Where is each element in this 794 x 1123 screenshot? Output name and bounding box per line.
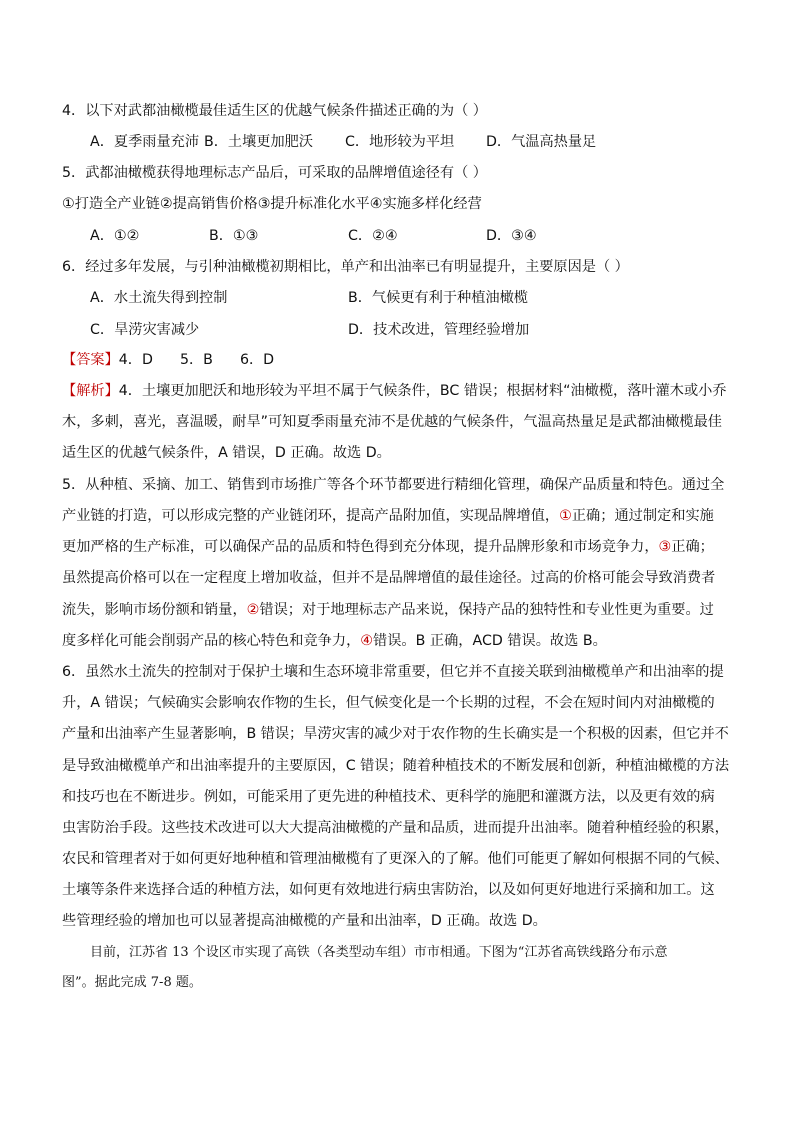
analysis-q5-line-3: 更加严格的生产标准，可以确保产品的品质和特色得到充分体现，提升品牌形象和市场竞争力，③正确； — [62, 539, 714, 555]
question-4-options — [90, 132, 730, 152]
option-c: C．旱涝灾害减少 — [90, 322, 200, 338]
material-line-2: 图”。据此完成 7-8 题。 — [62, 975, 202, 990]
analysis-q5-line-2: 产业链的打造，可以形成完整的产业链闭环，提高产品附加值，实现品牌增值，①正确；通过制定和实施 — [62, 508, 714, 524]
question-5-options — [90, 226, 730, 246]
marker-numeral: ② — [246, 602, 260, 618]
option-a: A．夏季雨量充沛 — [90, 134, 200, 150]
option-b: B．①③ — [209, 228, 259, 244]
analysis-q6-line-4: 是导致油橄榄单产和出油率提升的主要原因，C 错误；随着种植技术的不断发展和创新，种植油橄榄的方法 — [62, 758, 730, 774]
marker-numeral: ① — [559, 508, 572, 524]
analysis-q6-line-2: 升，A 错误；气候确实会影响农作物的生长，但气候变化是一个长期的过程，不会在短时间内对油橄榄的 — [62, 695, 715, 711]
analysis-q6-line-8: 土壤等条件来选择合适的种植方法，如何更有效地进行病虫害防治，以及如何更好地进行采摘和加工。这 — [62, 882, 715, 898]
question-5-stem: 5．武都油橄榄获得地理标志产品后，可采取的品牌增值途径有（ ） — [62, 165, 487, 181]
analysis-q4-line-2: 木，多刺，喜光，喜温暖，耐旱”可知夏季雨量充沛不是优越的气候条件，气温高热量足是武都油橄榄最佳 — [62, 414, 722, 430]
answer-line — [62, 350, 274, 370]
question-6-options-row-1 — [90, 288, 730, 308]
analysis-q5-line-5: 流失，影响市场份额和销量，②错误；对于地理标志产品来说，保持产品的独特性和专业性更为重要。过 — [62, 602, 714, 618]
material-line-1: 目前，江苏省 13 个设区市实现了高铁（各类型动车组）市市相通。下图为“江苏省高铁线路分布示意 — [90, 945, 668, 960]
analysis-q6-line-5: 和技巧也在不断进步。例如，可能采用了更先进的种植技术、更科学的施肥和灌溉方法，以及更有效的病 — [62, 789, 715, 805]
analysis-q4-line-1: 4．土壤更加肥沃和地形较为平坦不属于气候条件，BC 错误；根据材料“油橄榄，落叶灌木或小乔 — [118, 383, 727, 399]
analysis-q5-line-6: 度多样化可能会削弱产品的核心特色和竞争力，④错误。B 正确，ACD 错误。故选 B。 — [62, 633, 607, 649]
marker-numeral: ④ — [360, 633, 373, 649]
question-5-items: ①打造全产业链②提高销售价格③提升标准化水平④实施多样化经营 — [62, 196, 482, 212]
analysis-q6-line-3: 产量和出油率产生显著影响，B 错误；旱涝灾害的减少对于农作物的生长确实是一个积极的因素，但它并不 — [62, 726, 729, 742]
analysis-label: 【解析】 — [62, 383, 119, 399]
analysis-q6-line-1: 6．虽然水土流失的控制对于保护土壤和生态环境非常重要，但它并不直接关联到油橄榄单产和出油率的提 — [62, 664, 724, 680]
option-a: A．水土流失得到控制 — [90, 290, 228, 306]
option-d: D．气温高热量足 — [486, 134, 597, 150]
answer-text: 4．D 5．B 6．D — [118, 352, 275, 368]
option-b: B．土壤更加肥沃 — [204, 134, 314, 150]
analysis-q6-line-9: 些管理经验的增加也可以显著提高油橄榄的产量和出油率，D 正确。故选 D。 — [62, 913, 547, 929]
marker-numeral: ③ — [658, 539, 672, 555]
option-d: D．③④ — [486, 228, 537, 244]
option-c: C．地形较为平坦 — [345, 134, 455, 150]
question-6-options-row-2 — [90, 320, 730, 340]
analysis-q5-line-1: 5．从种植、采摘、加工、销售到市场推广等各个环节都要进行精细化管理，确保产品质量和特色。通过全 — [62, 477, 725, 493]
question-6-stem: 6．经过多年发展，与引种油橄榄初期相比，单产和出油率已有明显提升，主要原因是（ ） — [62, 259, 629, 275]
option-c: C．②④ — [348, 228, 398, 244]
analysis-q4-line-3: 适生区的优越气候条件，A 错误，D 正确。故选 D。 — [62, 445, 391, 461]
option-b: B．气候更有利于种植油橄榄 — [348, 290, 528, 306]
analysis-line — [62, 381, 727, 401]
answer-label: 【答案】 — [62, 352, 119, 368]
analysis-q6-line-6: 虫害防治手段。这些技术改进可以大大提高油橄榄的产量和品质，进而提升出油率。随着种植经验的积累， — [62, 820, 729, 836]
analysis-q6-line-7: 农民和管理者对于如何更好地种植和管理油橄榄有了更深入的了解。他们可能更了解如何根据不同的气候、 — [62, 851, 729, 867]
option-d: D．技术改进，管理经验增加 — [348, 322, 530, 338]
option-a: A．①② — [90, 228, 140, 244]
analysis-q5-line-4: 虽然提高价格可以在一定程度上增加收益，但并不是品牌增值的最佳途径。过高的价格可能会导致消费者 — [62, 570, 716, 586]
question-4-stem: 4．以下对武都油橄榄最佳适生区的优越气候条件描述正确的为（ ） — [62, 103, 487, 119]
